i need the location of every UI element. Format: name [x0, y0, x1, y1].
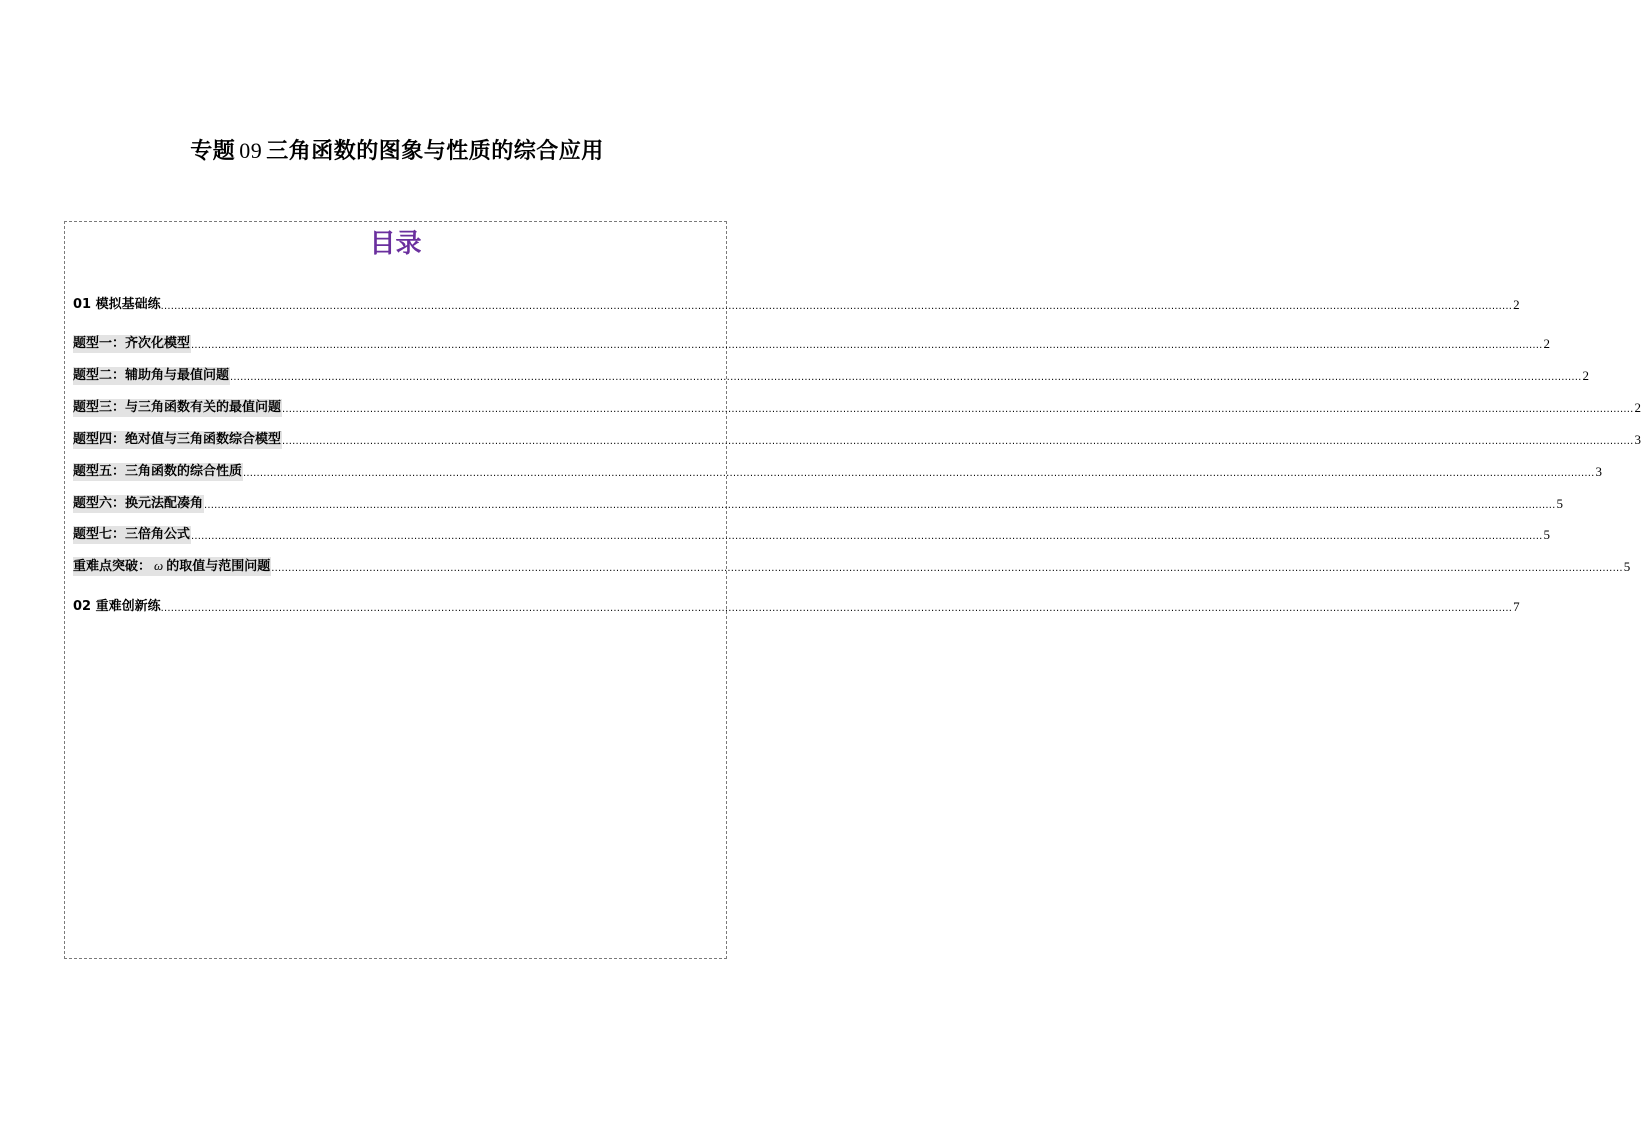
- toc-entry-section-01[interactable]: [73, 294, 1520, 314]
- toc-leader-dots: ................................................................................................................................................................................................................................................................................................................................................................................................................: [282, 436, 1634, 447]
- table-of-contents: [64, 221, 1641, 959]
- toc-leader-dots: ................................................................................................................................................................................................................................................................................................................................................................................................................: [230, 372, 1582, 383]
- toc-entry-page: 2: [1543, 336, 1550, 351]
- toc-entry-label-after: 的取值与范围问题: [166, 559, 271, 574]
- toc-entry-label: 题型六：换元法配凑角: [73, 496, 204, 511]
- toc-entry-type-3[interactable]: [73, 397, 1641, 417]
- toc-entry-page: 3: [1634, 432, 1641, 447]
- toc-entry-type-5[interactable]: [73, 461, 1602, 481]
- toc-entry-key-difficulty[interactable]: [73, 556, 1631, 576]
- toc-entry-type-6[interactable]: [73, 493, 1563, 513]
- toc-entry-label: 题型二：辅助角与最值问题: [73, 368, 230, 383]
- toc-entry-page: 2: [1513, 297, 1520, 312]
- toc-leader-dots: ................................................................................................................................................................................................................................................................................................................................................................................................................: [243, 468, 1595, 479]
- toc-entry-page: 2: [1634, 400, 1641, 415]
- toc-entry-page: 3: [1595, 464, 1602, 479]
- toc-entry-label: 题型一：齐次化模型: [73, 336, 191, 351]
- toc-heading: 目录: [369, 229, 422, 259]
- omega-symbol: ω: [154, 558, 164, 573]
- toc-leader-dots: ................................................................................................................................................................................................................................................................................................................................................................................................................: [160, 301, 1513, 312]
- toc-entry-label: 题型七：三倍角公式: [73, 527, 191, 542]
- toc-entry-page: 2: [1582, 368, 1589, 383]
- toc-leader-dots: ................................................................................................................................................................................................................................................................................................................................................................................................................: [191, 340, 1543, 351]
- toc-entry-type-1[interactable]: [73, 333, 1550, 353]
- toc-entry-type-4[interactable]: [73, 429, 1641, 449]
- toc-entry-label: 题型三：与三角函数有关的最值问题: [73, 400, 282, 415]
- title-prefix: 专题: [190, 139, 236, 164]
- toc-entry-label-before: 重难点突破：: [73, 559, 152, 574]
- toc-entry-label: 01 模拟基础练: [73, 297, 161, 312]
- toc-entry-page: 5: [1556, 496, 1563, 511]
- toc-leader-dots: ................................................................................................................................................................................................................................................................................................................................................................................................................: [271, 563, 1623, 574]
- toc-entry-label: 题型五：三角函数的综合性质: [73, 464, 243, 479]
- title-text: 三角函数的图象与性质的综合应用: [266, 139, 604, 164]
- document-title: [0, 133, 794, 170]
- toc-entry-type-7[interactable]: [73, 524, 1550, 544]
- toc-leader-dots: ................................................................................................................................................................................................................................................................................................................................................................................................................: [160, 603, 1513, 614]
- toc-leader-dots: ................................................................................................................................................................................................................................................................................................................................................................................................................: [204, 500, 1556, 511]
- toc-entry-type-2[interactable]: [73, 365, 1589, 385]
- toc-entry-page: 5: [1623, 559, 1631, 574]
- toc-leader-dots: ................................................................................................................................................................................................................................................................................................................................................................................................................: [191, 531, 1543, 542]
- toc-entry-label: 题型四：绝对值与三角函数综合模型: [73, 432, 282, 447]
- toc-entry-page: 7: [1513, 599, 1520, 614]
- toc-leader-dots: ................................................................................................................................................................................................................................................................................................................................................................................................................: [282, 404, 1634, 415]
- toc-entry-label: [73, 557, 271, 576]
- title-number: 09: [239, 138, 263, 163]
- toc-entry-section-02[interactable]: [73, 596, 1520, 616]
- toc-entry-label: 02 重难创新练: [73, 599, 161, 614]
- toc-entry-page: 5: [1543, 527, 1550, 542]
